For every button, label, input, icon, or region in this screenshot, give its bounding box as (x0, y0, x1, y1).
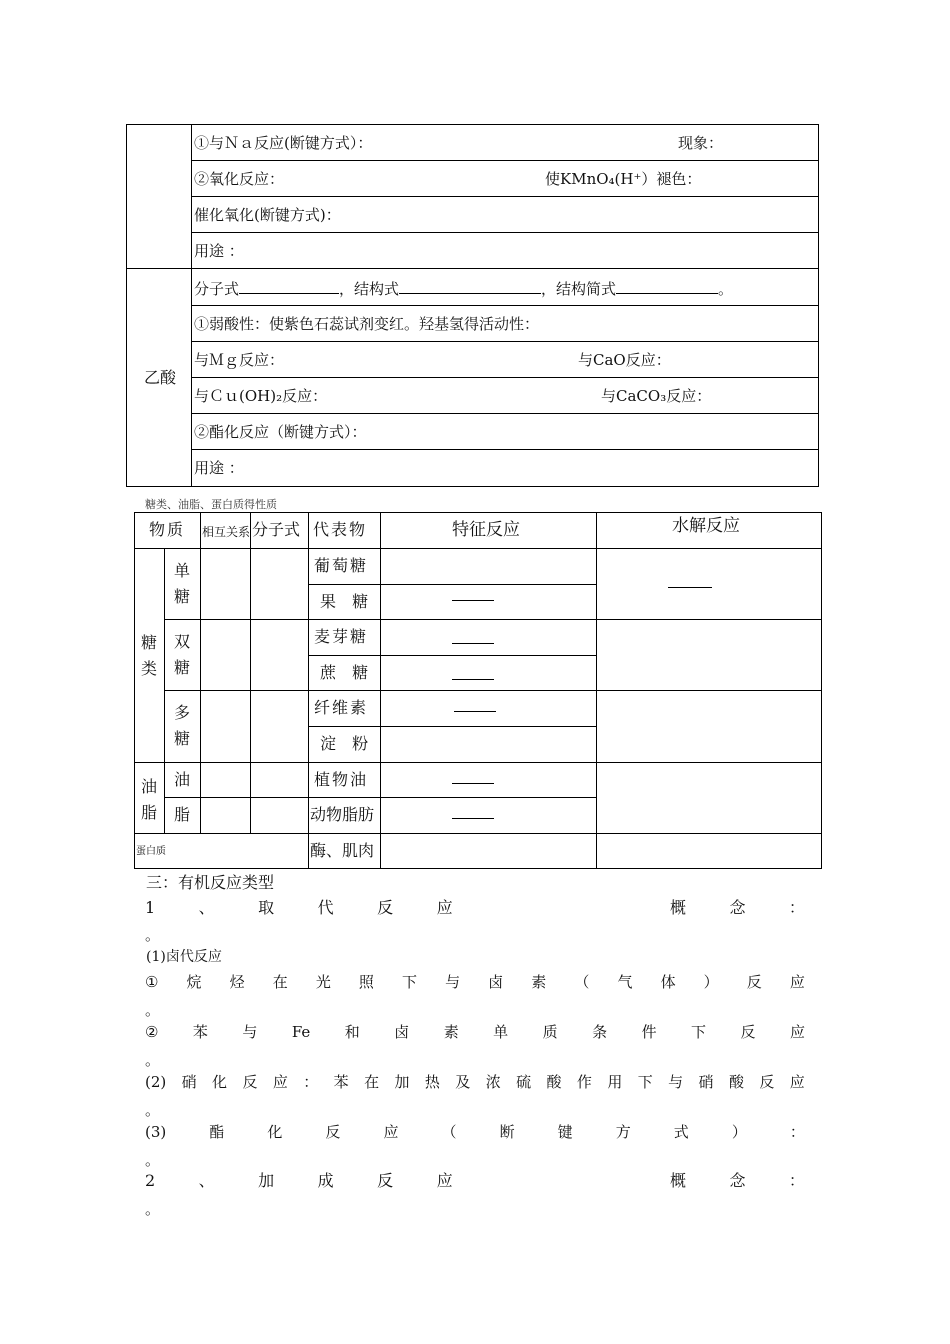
caco3-reaction-label: 与CaCO₃反应： (601, 387, 712, 405)
acetic-acid-label: 乙酸 (144, 368, 177, 387)
rep-cellulose: 纤维素 (314, 698, 369, 717)
molecular-formula-label: 分子式 (194, 280, 240, 298)
rep-maltose: 麦芽糖 (314, 627, 369, 646)
header-formula: 分子式 (252, 520, 301, 539)
line-alkane-end: 。 (145, 1001, 161, 1019)
mg-reaction-label: 与Ｍｇ反应： (194, 351, 285, 369)
rep-starch: 淀 粉 (320, 734, 371, 753)
sub-polysaccharide: 多糖 (173, 703, 190, 748)
line-alkane-halogen: ① 烷 烃 在 光 照 下 与 卤 素 （ 气 体 ） 反 应 (145, 973, 805, 991)
dash-vegetable-oil (452, 783, 494, 784)
dash-cellulose (454, 711, 496, 712)
line-addition-end: 。 (145, 1200, 161, 1218)
cuoh2-reaction-label: 与Ｃｕ(OH)₂反应： (194, 387, 328, 405)
header-characteristic: 特征反应 (452, 520, 520, 540)
header-representative: 代表物 (313, 520, 368, 539)
dash-maltose (452, 643, 494, 644)
dash-fructose (452, 600, 494, 601)
dash-animal-fat (452, 818, 494, 819)
simple-formula-blank[interactable] (616, 279, 718, 294)
dash-mono-hydrolysis (668, 587, 712, 588)
line-addition: 2 、 加 成 反 应 概 念 ： (145, 1171, 805, 1190)
simple-formula-label: ，结构简式 (541, 280, 617, 298)
line-benzene-halogen: ② 苯 与 Fe 和 卤 素 单 质 条 件 下 反 应 (145, 1023, 805, 1041)
kmno4-label: 使KMnO₄(H⁺）褪色： (545, 170, 702, 188)
sub-disaccharide: 双糖 (173, 632, 190, 677)
phenomenon-label: 现象： (678, 134, 724, 152)
esterification-label: ②酯化反应（断键方式）： (194, 423, 367, 441)
cao-reaction-label: 与CaO反应： (578, 351, 671, 369)
header-hydrolysis: 水解反应 (672, 516, 740, 536)
usage-label-1: 用途 ： (194, 242, 244, 260)
catalytic-oxidation-label: 催化氧化(断键方式)： (194, 206, 341, 224)
rep-sucrose: 蔗 糖 (320, 663, 371, 682)
na-reaction-label: ①与Ｎａ反应(断键方式）： (194, 134, 373, 152)
molecular-formula-blank[interactable] (239, 279, 339, 294)
rep-animal-fat: 动物脂肪 (310, 805, 375, 824)
section-title: 三：有机反应类型 (146, 873, 275, 892)
line-benzene-end: 。 (145, 1051, 161, 1069)
oxidation-label: ②氧化反应： (194, 170, 285, 188)
caption: 糖类、油脂、蛋白质得性质 (145, 498, 277, 511)
halogenation-title: (1)卤代反应 (146, 949, 222, 965)
structural-formula-blank[interactable] (399, 279, 541, 294)
line-substitution-end: 。 (145, 926, 161, 944)
line-nitration: (2) 硝 化 反 应 ： 苯 在 加 热 及 浓 硫 酸 作 用 下 与 硝 酸 反 应 (145, 1073, 805, 1091)
group-protein: 蛋白质 (136, 846, 166, 857)
line-nitration-end: 。 (145, 1101, 161, 1119)
formula-row (194, 279, 733, 298)
line-esterification: (3) 酯 化 反 应 （ 断 键 方 式 ） ： (145, 1123, 805, 1141)
structural-formula-label: ，结构式 (339, 280, 400, 298)
line-esterification-end: 。 (145, 1151, 161, 1169)
group-sugar: 糖类 (140, 633, 157, 678)
header-relationship: 相互关系 (202, 525, 251, 539)
group-fat: 油脂 (140, 777, 157, 822)
usage-label-2: 用途 ： (194, 459, 244, 477)
rep-fructose: 果 糖 (320, 592, 371, 611)
dash-sucrose (452, 679, 494, 680)
rep-enzyme-muscle: 酶、肌肉 (310, 841, 375, 860)
line-substitution: 1 、 取 代 反 应 概 念 ： (145, 898, 805, 917)
rep-glucose: 葡萄糖 (314, 556, 369, 575)
sub-monosaccharide: 单糖 (173, 561, 190, 606)
sub-oil: 油 (174, 770, 191, 789)
period-mark: 。 (718, 280, 734, 298)
sub-fat: 脂 (174, 805, 191, 824)
weak-acidity-label: ①弱酸性：使紫色石蕊试剂变红。羟基氢得活动性： (194, 315, 540, 333)
header-substance: 物质 (149, 520, 186, 539)
rep-vegetable-oil: 植物油 (314, 770, 369, 789)
